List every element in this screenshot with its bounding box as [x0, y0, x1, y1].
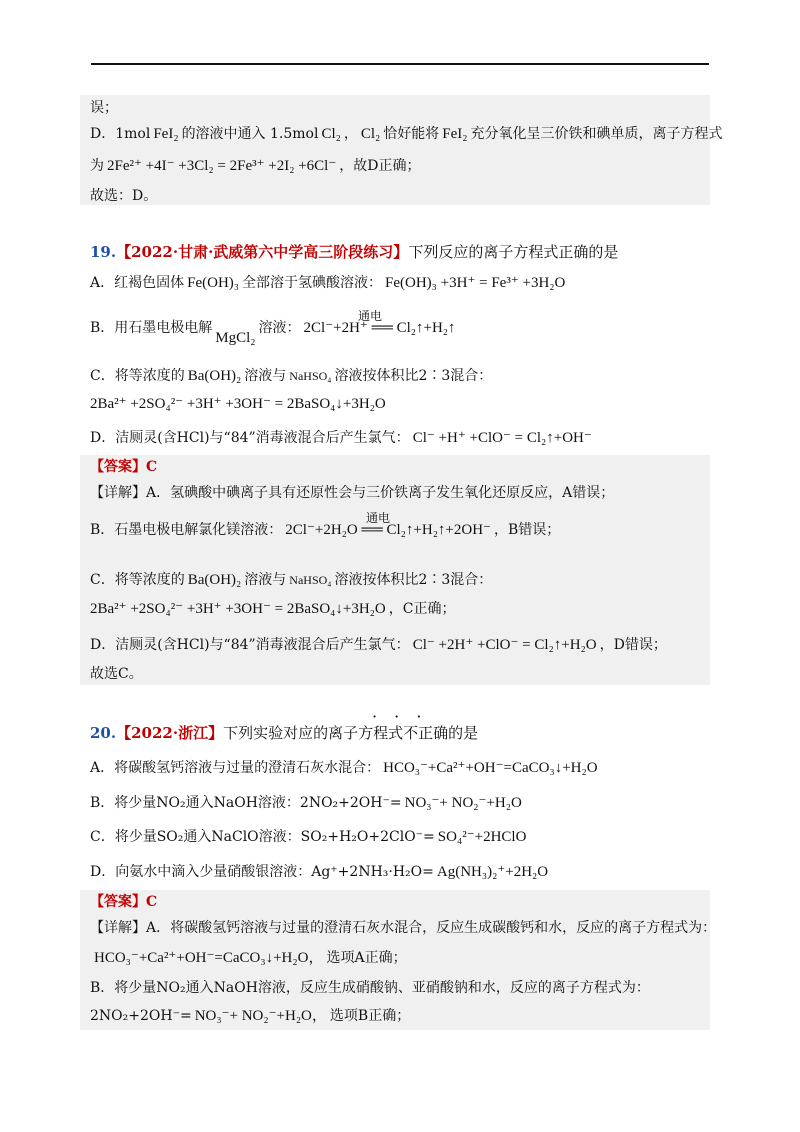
equation: NO₃⁻+ NO₂⁻+H₂O — [404, 795, 522, 811]
answer-value: C — [146, 894, 158, 910]
text: 误； — [90, 100, 118, 116]
text: 故选：D。 — [90, 188, 158, 204]
explanation-label: 【详解】 — [90, 920, 146, 936]
option-c — [90, 366, 492, 386]
formula: Ba(OH)₂ — [187, 368, 242, 384]
text: B．石墨电极电解氯化镁溶液： — [90, 522, 283, 538]
formula: Fe(OH)₃ — [187, 275, 240, 291]
text: 溶液按体积比2∶3混合： — [334, 368, 493, 384]
text: 选项A正确； — [326, 950, 407, 966]
text: 为 — [90, 158, 104, 174]
option-d — [90, 862, 551, 882]
equation: HCO₃⁻+Ca²⁺+OH⁻=CaCO₃↓+H₂O — [383, 760, 598, 776]
condition-label — [358, 306, 382, 326]
text: D．洁厕灵(含HCl)与“84”消毒液混合后产生氯气： — [90, 637, 410, 653]
text: 溶液与 — [244, 572, 287, 588]
answer-line — [90, 892, 157, 912]
text-line — [90, 156, 421, 176]
option-d — [90, 428, 595, 448]
text: 的溶液中通入 1.5mol — [181, 126, 319, 142]
answer-label: 【答案】 — [90, 894, 146, 910]
text: D．向氨水中滴入少量硝酸银溶液：Ag⁺+2NH₃·H₂O= — [90, 864, 434, 880]
text: A．将碳酸氢钙溶液与过量的澄清石灰水混合，反应生成碳酸钙和水，反应的离子方程式为： — [146, 920, 717, 936]
question-number: 20. — [90, 724, 117, 742]
formula: NaHSO₄ — [289, 369, 332, 383]
explanation-label: 【详解】 — [90, 485, 146, 501]
text: 溶液： — [258, 320, 301, 336]
header-rule — [91, 63, 709, 65]
condition-label — [366, 508, 390, 528]
question-number: 19. — [90, 243, 117, 261]
answer-value: C — [146, 459, 158, 475]
formula: FeI₂ — [153, 126, 179, 142]
option-c — [90, 827, 529, 847]
explanation-b — [90, 978, 650, 998]
text: ，C正确； — [388, 601, 456, 617]
equation: Cl⁻ +2H⁺ +ClO⁻ = Cl₂↑+H₂O — [412, 637, 597, 653]
formula: Cl₂ — [360, 126, 381, 142]
explanation-choose — [90, 664, 143, 684]
explanation-b-equation — [90, 1006, 410, 1026]
text: A．氢碘酸中碘离子具有还原性会与三价铁离子发生氧化还原反应，A错误； — [146, 485, 615, 501]
text: 通电 — [366, 511, 391, 525]
text: A．将碳酸氢钙溶液与过量的澄清石灰水混合： — [90, 760, 381, 776]
text: B．将少量NO₂通入NaOH溶液，反应生成硝酸钠、亚硝酸钠和水，反应的离子方程式为： — [90, 980, 650, 996]
option-c-equation — [90, 394, 389, 414]
text: ， — [343, 126, 358, 142]
formula: MgCl₂ — [215, 330, 256, 346]
formula: FeI₂ — [442, 126, 468, 142]
question-stem: 下列反应的离子方程式正确的是 — [408, 243, 619, 261]
option-a — [90, 758, 601, 778]
text: B．将少量NO₂通入NaOH溶液：2NO₂+2OH⁻= — [90, 795, 402, 811]
text: C．将等浓度的 — [90, 368, 185, 384]
equation: Cl⁻ +H⁺ +ClO⁻ = Cl₂↑+OH⁻ — [412, 430, 592, 446]
text: 故选C。 — [90, 666, 143, 682]
text: 溶液按体积比2∶3混合： — [334, 572, 493, 588]
emphasis-dots: · · · — [372, 707, 428, 726]
equation: Ag(NH₃)₂⁺+2H₂O — [436, 864, 549, 880]
text: ，D错误； — [599, 637, 667, 653]
question-stem: 下列实验对应的离子方程式不正确的是 — [223, 724, 479, 742]
equation: 2Cl⁻+2H⁺ ══ Cl₂↑+H₂↑ — [303, 320, 456, 336]
text: 2NO₂+2OH⁻= — [90, 1008, 192, 1024]
equation: 2Ba²⁺ +2SO₄²⁻ +3H⁺ +3OH⁻ = 2BaSO₄↓+3H₂O — [90, 601, 386, 617]
formula: Cl₂ — [321, 126, 341, 142]
text: 通电 — [358, 309, 383, 323]
question-19-title — [90, 242, 618, 262]
text: ，故D正确； — [339, 158, 421, 174]
explanation-b — [90, 520, 560, 540]
text: D．1mol — [90, 126, 151, 142]
text: ，B错误； — [493, 522, 561, 538]
text: 选项B正确； — [329, 1008, 411, 1024]
text: C．将等浓度的 — [90, 572, 185, 588]
prev-explanation-panel — [80, 95, 710, 205]
answer-line — [90, 457, 157, 477]
equation: HCO₃⁻+Ca²⁺+OH⁻=CaCO₃↓+H₂O， — [94, 950, 324, 966]
text-line — [90, 98, 118, 118]
formula: Ba(OH)₂ — [187, 572, 242, 588]
text: D．洁厕灵(含HCl)与“84”消毒液混合后产生氯气： — [90, 430, 410, 446]
formula: NaHSO₄ — [289, 573, 332, 587]
option-b — [90, 793, 525, 813]
explanation-a — [90, 483, 614, 503]
explanation-c-equation — [90, 599, 455, 619]
text: 充分氧化呈三价铁和碘单质，离子方程式 — [470, 126, 723, 142]
explanation-a — [90, 918, 716, 938]
explanation-d — [90, 635, 667, 655]
question-source: 【2022·浙江】 — [116, 724, 224, 742]
text: C．将少量SO₂通入NaClO溶液：SO₂+H₂O+2ClO⁻= — [90, 829, 435, 845]
explanation-a-equation — [90, 948, 407, 968]
equation: 2Fe²⁺ +4I⁻ +3Cl₂ = 2Fe³⁺ +2I₂ +6Cl⁻ — [107, 158, 337, 174]
text-line — [90, 186, 157, 206]
text: B．用石墨电极电解 — [90, 320, 213, 336]
equation: NO₃⁻+ NO₂⁻+H₂O， — [194, 1008, 327, 1024]
text: 全部溶于氢碘酸溶液： — [242, 275, 383, 291]
text: 溶液与 — [244, 368, 287, 384]
equation: 2Cl⁻+2H₂O ══ Cl₂↑+H₂↑+2OH⁻ — [285, 522, 491, 538]
equation: Fe(OH)₃ +3H⁺ = Fe³⁺ +3H₂O — [385, 275, 566, 291]
question-source: 【2022·甘肃·武威第六中学高三阶段练习】 — [116, 243, 409, 261]
option-a — [90, 273, 568, 293]
equation: 2Ba²⁺ +2SO₄²⁻ +3H⁺ +3OH⁻ = 2BaSO₄↓+3H₂O — [90, 396, 386, 412]
text: 恰好能将 — [383, 126, 440, 142]
text: A．红褐色固体 — [90, 275, 185, 291]
text-line — [90, 124, 723, 144]
question-20-title — [90, 723, 478, 743]
answer-label: 【答案】 — [90, 459, 146, 475]
explanation-c — [90, 570, 492, 590]
equation: SO₄²⁻+2HClO — [437, 829, 527, 845]
option-b — [90, 318, 459, 346]
